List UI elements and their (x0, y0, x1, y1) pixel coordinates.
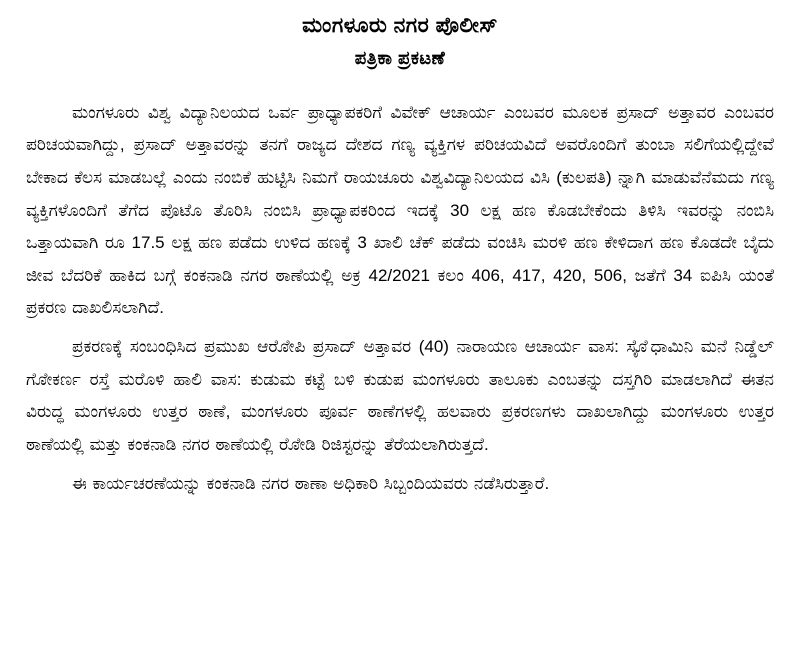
document-header (26, 12, 774, 71)
page-subtitle: ಪತ್ರಿಕಾ ಪ್ರಕಟಣೆ (354, 48, 446, 69)
paragraph-1: ಮಂಗಳೂರು ವಿಶ್ವ ವಿದ್ಯಾನಿಲಯದ ಒರ್ವ ಪ್ರಾಧ್ಯಾಪಕರಿಗೆ ವಿವೇಕ್ ಆಚಾರ್ಯ ಎಂಬವರ ಮೂಲಕ ಪ್ರಸಾದ್ ಅತ್ತಾವರ ಎಂಬವರ ಪರಿಚಯವಾಗಿದ್ದು, ಪ್ರಸಾದ್ ಅತ್ತಾವರನ್ನು ತನಗೆ ರಾಜ್ಯದ ದೇಶದ ಗಣ್ಯ ವ್ಯಕ್ತಿಗಳ ಪರಿಚಯವಿದೆ ಅವರೊಂದಿಗೆ ತುಂಬಾ ಸಲಿಗೆಯಲ್ಲಿದ್ದೇವೆ ಬೇಕಾದ ಕೆಲಸ ಮಾಡಬಲ್ಲೆ ಎಂದು ನಂಬಿಕೆ ಹುಟ್ಟಿಸಿ ನಿಮಗೆ ರಾಯಚೂರು ವಿಶ್ವವಿದ್ಯಾನಿಲಯದ ವಿಸಿ (ಕುಲಪತಿ) ನ್ನಾಗಿ ಮಾಡುವೆನೆಮದು ಗಣ್ಯ ವ್ಯಕ್ತಿಗಳೊಂದಿಗೆ ತೆಗೆದ ಪೊಟೊ ತೊರಿಸಿ ನಂಬಿಸಿ ಪ್ರಾಧ್ಯಾಪಕರಿಂದ ಇದಕ್ಕೆ 30 ಲಕ್ಷ ಹಣ ಕೊಡಬೇಕೆಂದು ತಿಳಿಸಿ ಇವರನ್ನು ನಂಬಿಸಿ ಒತ್ತಾಯವಾಗಿ ರೂ 17.5 ಲಕ್ಷ ಹಣ ಪಡೆದು ಉಳಿದ ಹಣಕ್ಕೆ 3 ಖಾಲಿ ಚೆಕ್ ಪಡೆದು ವಂಚಿಸಿ ಮರಳಿ ಹಣ ಕೇಳಿದಾಗ ಹಣ ಕೊಡದೇ ಬೈದು ಜೀವ ಬೆದರಿಕೆ ಹಾಕಿದ ಬಗ್ಗೆ ಕಂಕನಾಡಿ ನಗರ ಠಾಣೆಯಲ್ಲಿ ಅಕ್ರ 42/2021 ಕಲಂ 406, 417, 420, 506, ಜತೆಗೆ 34 ಐಪಿಸಿ ಯಂತೆ ಪ್ರಕರಣ ದಾಖಲಿಸಲಾಗಿದೆ. (26, 102, 774, 318)
document-body (26, 97, 774, 501)
paragraph-3: ಈ ಕಾರ್ಯಚರಣೆಯನ್ನು ಕಂಕನಾಡಿ ನಗರ ಠಾಣಾ ಅಧಿಕಾರಿ ಸಿಬ್ಬಂದಿಯವರು ನಡೆಸಿರುತ್ತಾರೆ. (72, 473, 550, 493)
paragraph-2: ಪ್ರಕರಣಕ್ಕೆ ಸಂಬಂಧಿಸಿದ ಪ್ರಮುಖ ಆರೊೇಪಿ ಪ್ರಸಾದ್ ಅತ್ತಾವರ (40) ನಾರಾಯಣ ಆಚಾರ್ಯ ವಾಸ: ಸೊೈಧಾಮಿನಿ ಮನೆ ನಿಡ್ಡೆಲ್ ಗೊೇಕರ್ಣ ರಸ್ತೆ ಮರೊಳಿ ಹಾಲಿ ವಾಸ: ಕುಡುಮ ಕಟ್ಟೆ ಬಳಿ ಕುಡುಪ ಮಂಗಳೂರು ತಾಲೂಕು ಎಂಬತನ್ನು ದಸ್ತಗಿರಿ ಮಾಡಲಾಗಿದೆ ಈತನ ವಿರುದ್ಧ ಮಂಗಳೂರು ಉತ್ತರ ಠಾಣೆ, ಮಂಗಳೂರು ಪೂರ್ವ ಠಾಣೆಗಳಲ್ಲಿ ಹಲವಾರು ಪ್ರಕರಣಗಳು ದಾಖಲಾಗಿದ್ದು ಮಂಗಳೂರು ಉತ್ತರ ಠಾಣೆಯಲ್ಲಿ ಮತ್ತು ಕಂಕನಾಡಿ ನಗರ ಠಾಣೆಯಲ್ಲಿ ರೊೇಡಿ ರಿಜಿಸ್ಟರನ್ನು ತೆರೆಯಲಾಗಿರುತ್ತದೆ. (26, 337, 774, 454)
page-title: ಮಂಗಳೂರು ನಗರ ಪೊಲೀಸ್ (302, 14, 498, 37)
